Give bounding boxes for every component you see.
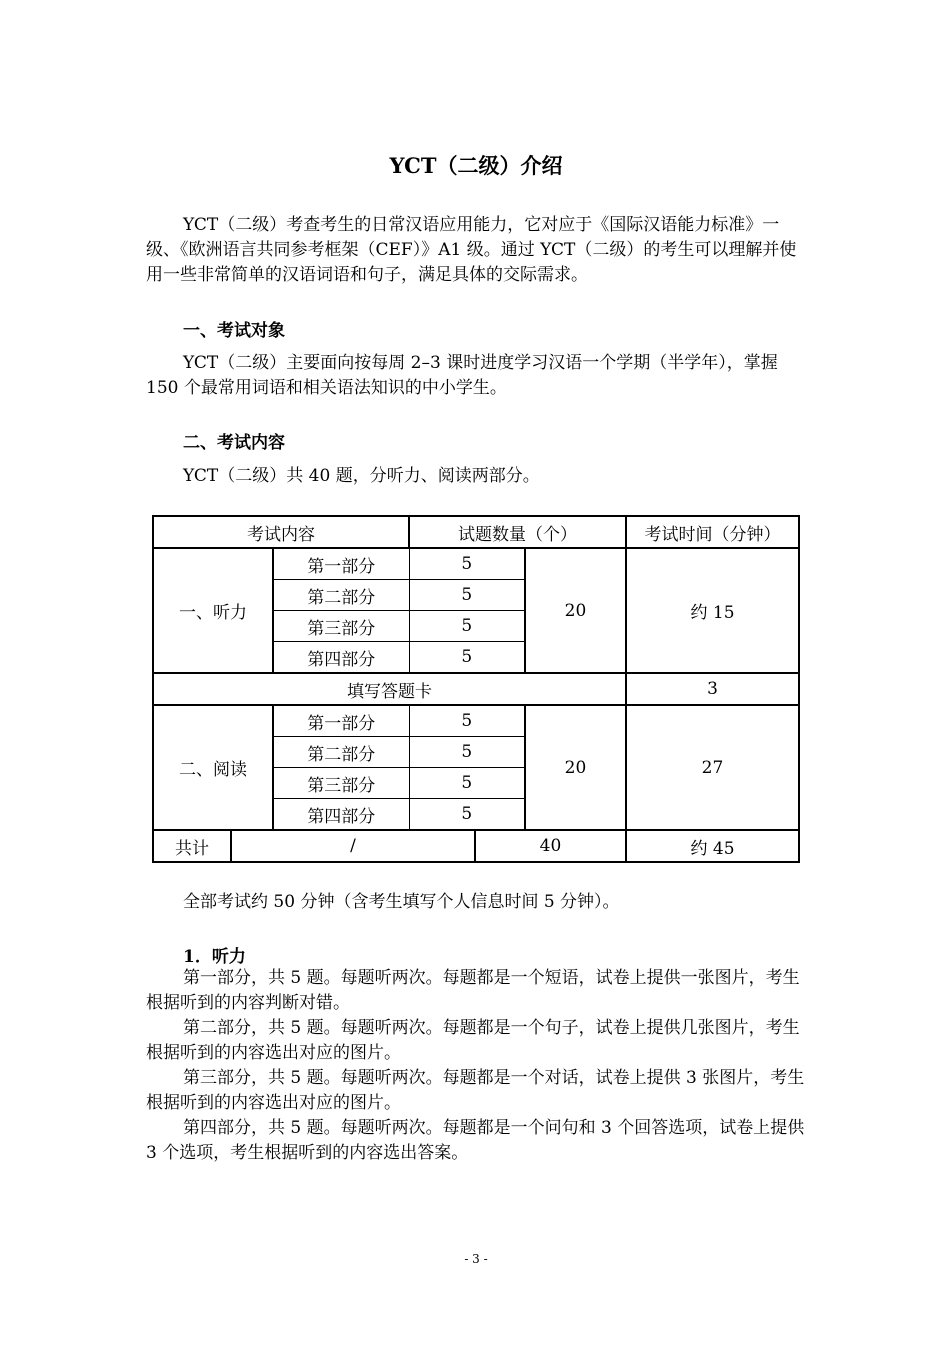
reading-time: 27 <box>626 705 799 830</box>
page-number: - 3 - <box>464 1252 488 1266</box>
part-count: 5 <box>409 799 525 831</box>
total-count: 40 <box>475 830 626 862</box>
section-heading-content: 二、考试内容 <box>183 433 285 453</box>
answer-sheet-row <box>153 673 799 705</box>
listening-label: 一、听力 <box>153 548 273 673</box>
part-label: 第二部分 <box>273 737 409 768</box>
total-slash: / <box>231 830 475 862</box>
part-label: 第四部分 <box>273 799 409 831</box>
part-label: 第四部分 <box>273 642 409 674</box>
section-content-text: YCT（二级）共 40 题，分听力、阅读两部分。 <box>183 466 540 486</box>
page-title: YCT（二级）介绍 <box>389 153 563 178</box>
part-count: 5 <box>409 737 525 768</box>
header-time: 考试时间（分钟） <box>626 516 799 548</box>
reading-subtotal: 20 <box>525 705 626 830</box>
listening-part-4: 第四部分，共 5 题。每题听两次。每题都是一个问句和 3 个回答选项，试卷上提供 3 个选项，考生根据听到的内容选出答案。 <box>146 1118 805 1163</box>
reading-label: 二、阅读 <box>153 705 273 830</box>
part-label: 第一部分 <box>273 705 409 737</box>
table-header-row <box>153 516 799 548</box>
listening-part-1: 第一部分，共 5 题。每题听两次。每题都是一个短语，试卷上提供一张图片，考生根据听到的内容判断对错。 <box>146 968 800 1013</box>
listening-time: 约 15 <box>626 548 799 673</box>
answer-sheet-time: 3 <box>626 673 799 705</box>
header-count: 试题数量（个） <box>409 516 626 548</box>
part-label: 第三部分 <box>273 611 409 642</box>
table-row <box>153 705 799 737</box>
exam-structure-table <box>152 515 800 863</box>
listening-part-3: 第三部分，共 5 题。每题听两次。每题都是一个对话，试卷上提供 3 张图片，考生根据听到的内容选出对应的图片。 <box>146 1068 805 1113</box>
section-heading-target: 一、考试对象 <box>183 321 285 341</box>
part-count: 5 <box>409 705 525 737</box>
part-label: 第三部分 <box>273 768 409 799</box>
part-count: 5 <box>409 642 525 674</box>
header-content: 考试内容 <box>153 516 409 548</box>
listening-subtotal: 20 <box>525 548 626 673</box>
total-label: 共计 <box>153 830 231 862</box>
intro-paragraph: YCT（二级）考查考生的日常汉语应用能力，它对应于《国际汉语能力标准》一级、《欧洲语言共同参考框架（CEF）》A1 级。通过 YCT（二级）的考生可以理解并使用一些非常简单的汉语词语和句子，满足具体的交际需求。 <box>146 215 797 285</box>
total-time: 约 45 <box>626 830 799 862</box>
part-label: 第二部分 <box>273 580 409 611</box>
part-count: 5 <box>409 768 525 799</box>
part-count: 5 <box>409 611 525 642</box>
total-row <box>153 830 799 862</box>
total-time-note: 全部考试约 50 分钟（含考生填写个人信息时间 5 分钟）。 <box>183 892 620 912</box>
listening-heading: 1．听力 <box>183 947 246 967</box>
answer-sheet-label: 填写答题卡 <box>153 673 626 705</box>
part-count: 5 <box>409 580 525 611</box>
part-label: 第一部分 <box>273 548 409 580</box>
part-count: 5 <box>409 548 525 580</box>
table-row <box>153 548 799 580</box>
listening-part-2: 第二部分，共 5 题。每题听两次。每题都是一个句子，试卷上提供几张图片，考生根据听到的内容选出对应的图片。 <box>146 1018 800 1063</box>
section-target-text: YCT（二级）主要面向按每周 2–3 课时进度学习汉语一个学期（半学年），掌握 150 个最常用词语和相关语法知识的中小学生。 <box>146 353 778 398</box>
